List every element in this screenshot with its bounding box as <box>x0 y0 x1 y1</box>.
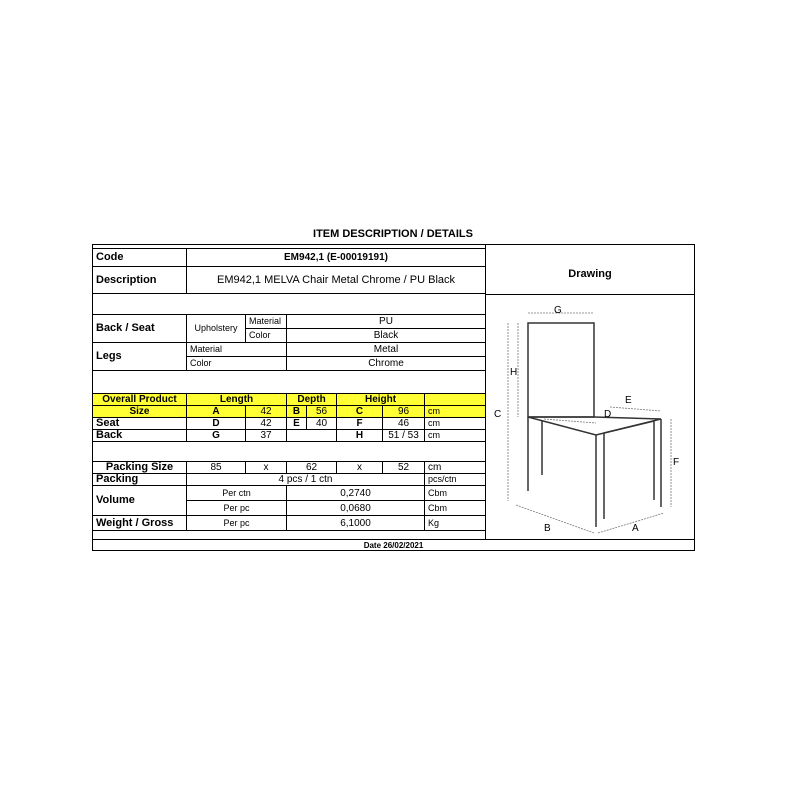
dim-label-h: H <box>510 367 518 378</box>
seat-f-value: 46 <box>383 418 425 430</box>
legs-color-value: Chrome <box>287 357 486 371</box>
back-seat-material-label: Material <box>246 315 287 329</box>
height-header: Height <box>337 394 425 406</box>
volume-per-pc-label: Per pc <box>187 501 287 516</box>
packing-size-x1: x <box>246 462 287 474</box>
packing-size-height: 52 <box>383 462 425 474</box>
dim-label-b: B <box>544 523 551 534</box>
seat-d-value: 42 <box>246 418 287 430</box>
back-seat-sublabel: Upholstery <box>187 315 246 343</box>
packing-label: Packing <box>93 474 187 486</box>
seat-label: Seat <box>93 418 187 430</box>
back-blank <box>287 430 337 442</box>
dim-label-f: F <box>673 457 680 468</box>
code-label: Code <box>93 249 187 267</box>
packing-size-length: 85 <box>187 462 246 474</box>
code-value: EM942,1 (E-00019191) <box>187 249 486 267</box>
legs-label: Legs <box>93 343 187 371</box>
volume-per-pc-unit: Cbm <box>425 501 486 516</box>
overall-unit: cm <box>425 406 486 418</box>
description-value: EM942,1 MELVA Chair Metal Chrome / PU Black <box>187 267 486 294</box>
dim-label-e: E <box>625 395 632 406</box>
depth-header: Depth <box>287 394 337 406</box>
overall-a-letter: A <box>187 406 246 418</box>
dim-label-d: D <box>604 409 612 420</box>
code-description-table <box>92 248 486 294</box>
volume-per-ctn-label: Per ctn <box>187 486 287 501</box>
packing-value: 4 pcs / 1 ctn <box>187 474 425 486</box>
packing-table <box>92 461 486 531</box>
back-seat-color-value: Black <box>287 329 486 343</box>
seat-d-letter: D <box>187 418 246 430</box>
description-label: Description <box>93 267 187 294</box>
dimensions-table <box>92 393 486 442</box>
legs-material-label: Material <box>187 343 287 357</box>
seat-e-value: 40 <box>307 418 337 430</box>
back-seat-color-label: Color <box>246 329 287 343</box>
back-seat-label: Back / Seat <box>93 315 187 343</box>
packing-unit: pcs/ctn <box>425 474 486 486</box>
legs-color-label: Color <box>187 357 287 371</box>
chair-drawing <box>486 295 694 539</box>
page-title: ITEM DESCRIPTION / DETAILS <box>313 228 473 240</box>
dim-line-d <box>544 419 596 423</box>
dim-label-c: C <box>494 409 502 420</box>
overall-label-1: Overall Product <box>93 394 187 406</box>
back-label: Back <box>93 430 187 442</box>
packing-size-label: Packing Size <box>93 462 187 474</box>
overall-label-2: Size <box>93 406 187 418</box>
packing-size-unit: cm <box>425 462 486 474</box>
materials-table <box>92 314 486 371</box>
volume-per-ctn-unit: Cbm <box>425 486 486 501</box>
dim-line-e <box>610 407 661 411</box>
header-blank <box>425 394 486 406</box>
dim-line-a <box>598 513 664 533</box>
weight-unit: Kg <box>425 516 486 531</box>
weight-value: 6,1000 <box>287 516 425 531</box>
overall-c-value: 96 <box>383 406 425 418</box>
back-h-letter: H <box>337 430 383 442</box>
overall-b-value: 56 <box>307 406 337 418</box>
dim-label-a: A <box>632 523 639 534</box>
packing-size-x2: x <box>337 462 383 474</box>
dim-label-g: G <box>554 305 562 316</box>
overall-b-letter: B <box>287 406 307 418</box>
overall-a-value: 42 <box>246 406 287 418</box>
volume-per-ctn-value: 0,2740 <box>287 486 425 501</box>
date-footer: Date 26/02/2021 <box>92 539 695 551</box>
length-header: Length <box>187 394 287 406</box>
dim-line-b <box>516 505 594 533</box>
back-h-value: 51 / 53 <box>383 430 425 442</box>
overall-c-letter: C <box>337 406 383 418</box>
back-g-value: 37 <box>246 430 287 442</box>
drawing-label: Drawing <box>485 244 694 294</box>
drawing-area <box>485 294 694 539</box>
weight-per-pc-label: Per pc <box>187 516 287 531</box>
back-unit: cm <box>425 430 486 442</box>
back-seat-material-value: PU <box>287 315 486 329</box>
legs-material-value: Metal <box>287 343 486 357</box>
seat-e-letter: E <box>287 418 307 430</box>
packing-size-width: 62 <box>287 462 337 474</box>
backrest-outline <box>528 323 594 417</box>
volume-per-pc-value: 0,0680 <box>287 501 425 516</box>
volume-label: Volume <box>93 486 187 516</box>
seat-f-letter: F <box>337 418 383 430</box>
seat-rail <box>604 421 654 433</box>
seat-unit: cm <box>425 418 486 430</box>
back-g-letter: G <box>187 430 246 442</box>
weight-label: Weight / Gross <box>93 516 187 531</box>
